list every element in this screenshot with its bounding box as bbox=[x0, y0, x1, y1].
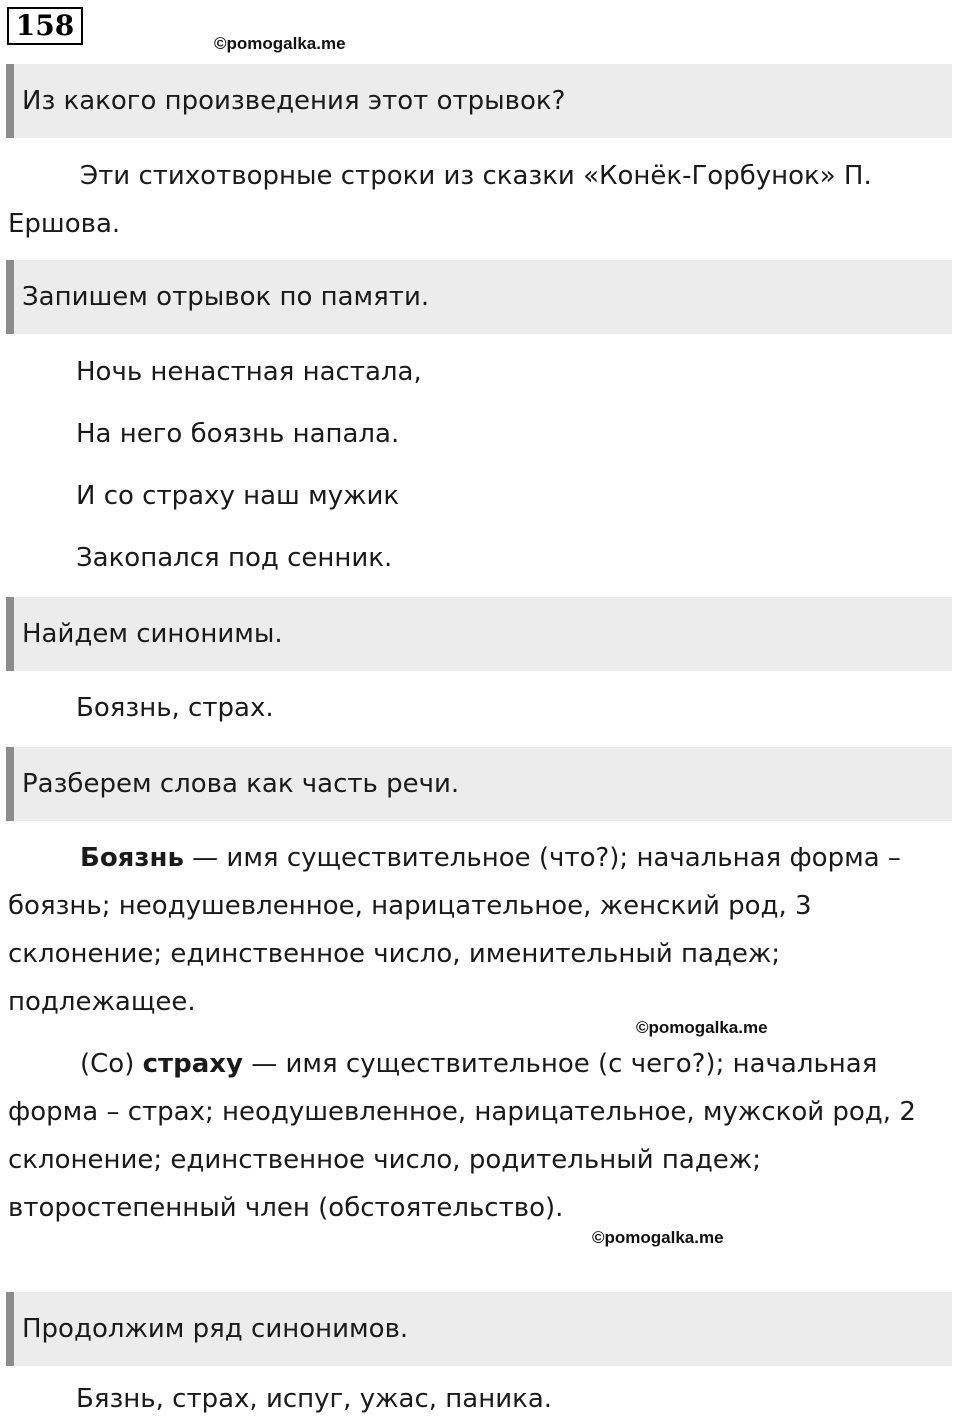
question-box-5 bbox=[6, 1292, 952, 1366]
question-text-4: Разберем слова как часть речи. bbox=[22, 769, 460, 799]
answer-1: Эти стихотворные строки из сказки «Конёк-Горбунок» П. Ершова. bbox=[8, 161, 872, 239]
parse-paragraph-1 bbox=[8, 834, 938, 1026]
task-number: 158 bbox=[7, 7, 83, 45]
poem-line-2: На него боязнь напала. bbox=[76, 419, 400, 449]
question-text-3: Найдем синонимы. bbox=[22, 619, 283, 649]
parse-text-2: — имя существительное (с чего?); начальная форма – страх; неодушевленное, нарицательное, мужской род, 2 склонение; единственное число, родительный падеж; второстепенный член (обстоятельство). bbox=[8, 1049, 916, 1223]
watermark-top: ©pomogalka.me bbox=[214, 34, 346, 53]
question-box-4 bbox=[6, 747, 952, 821]
parse-word-2: страху bbox=[142, 1049, 243, 1079]
answer-3: Боязнь, страх. bbox=[76, 693, 274, 723]
parse-text-1: — имя существительное (что?); начальная форма – боязнь; неодушевленное, нарицательное, женский род, 3 склонение; единственное число, именительный падеж; подлежащее. bbox=[8, 843, 901, 1017]
poem-line-4: Закопался под сенник. bbox=[76, 543, 393, 573]
parse-word-1: Боязнь bbox=[80, 843, 184, 873]
parse-prefix-2: (Со) bbox=[80, 1049, 143, 1079]
poem-line-1: Ночь ненастная настала, bbox=[76, 357, 422, 387]
question-text-1: Из какого произведения этот отрывок? bbox=[22, 86, 566, 116]
question-text-2: Запишем отрывок по памяти. bbox=[22, 282, 430, 312]
poem-line-3: И со страху наш мужик bbox=[76, 481, 400, 511]
watermark-middle: ©pomogalka.me bbox=[636, 1018, 768, 1037]
question-box-1 bbox=[6, 64, 952, 138]
question-text-5: Продолжим ряд синонимов. bbox=[22, 1314, 409, 1344]
question-box-2 bbox=[6, 260, 952, 334]
answer-5: Бязнь, страх, испуг, ужас, паника. bbox=[76, 1384, 553, 1414]
watermark-bottom: ©pomogalka.me bbox=[592, 1228, 724, 1247]
parse-paragraph-2 bbox=[8, 1040, 938, 1232]
question-box-3 bbox=[6, 597, 952, 671]
